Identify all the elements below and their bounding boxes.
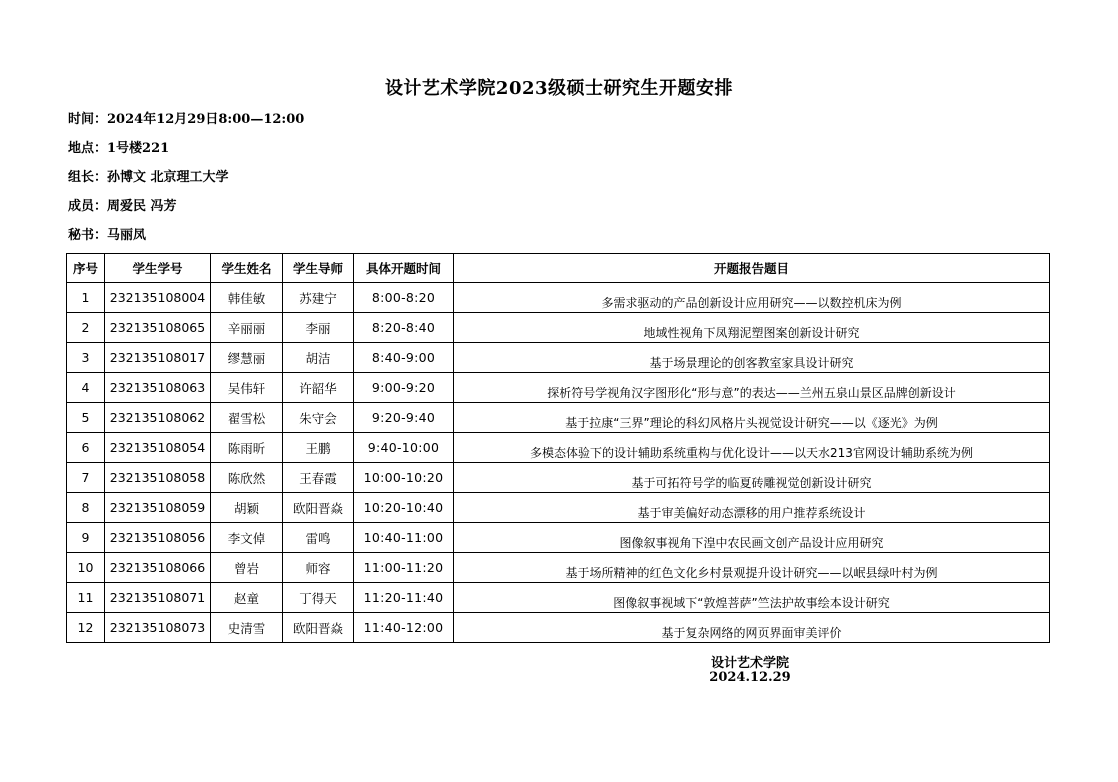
cell-student-id: 232135108056 bbox=[105, 523, 211, 553]
table-row bbox=[67, 613, 1050, 643]
info-secretary bbox=[68, 224, 146, 243]
cell-index: 11 bbox=[67, 583, 105, 613]
info-time-value: 2024年12月29日8:00—12:00 bbox=[107, 112, 305, 127]
cell-student-name: 辛丽丽 bbox=[211, 313, 283, 343]
cell-topic: 基于场所精神的红色文化乡村景观提升设计研究——以岷县绿叶村为例 bbox=[454, 553, 1050, 583]
cell-topic: 多需求驱动的产品创新设计应用研究——以数控机床为例 bbox=[454, 283, 1050, 313]
info-location-label: 地点： bbox=[68, 141, 108, 156]
cell-student-name: 曾岩 bbox=[211, 553, 283, 583]
cell-topic: 图像叙事视域下“敦煌菩萨”竺法护故事绘本设计研究 bbox=[454, 583, 1050, 613]
cell-topic: 地域性视角下凤翔泥塑图案创新设计研究 bbox=[454, 313, 1050, 343]
cell-time: 10:40-11:00 bbox=[354, 523, 454, 553]
cell-time: 10:20-10:40 bbox=[354, 493, 454, 523]
table-row bbox=[67, 493, 1050, 523]
footer-date: 2024.12.29 bbox=[709, 670, 791, 685]
info-leader-label: 组长： bbox=[68, 170, 108, 185]
cell-advisor: 李丽 bbox=[283, 313, 354, 343]
table-header-row bbox=[67, 254, 1050, 283]
table-row bbox=[67, 553, 1050, 583]
header-time: 具体开题时间 bbox=[354, 254, 454, 283]
table-row bbox=[67, 463, 1050, 493]
table-row bbox=[67, 343, 1050, 373]
cell-index: 12 bbox=[67, 613, 105, 643]
cell-advisor: 许韶华 bbox=[283, 373, 354, 403]
cell-topic: 基于拉康“三界”理论的科幻风格片头视觉设计研究——以《逐光》为例 bbox=[454, 403, 1050, 433]
cell-time: 9:00-9:20 bbox=[354, 373, 454, 403]
header-student-id: 学生学号 bbox=[105, 254, 211, 283]
cell-student-id: 232135108063 bbox=[105, 373, 211, 403]
cell-index: 10 bbox=[67, 553, 105, 583]
header-advisor: 学生导师 bbox=[283, 254, 354, 283]
cell-student-id: 232135108054 bbox=[105, 433, 211, 463]
cell-topic: 图像叙事视角下湟中农民画文创产品设计应用研究 bbox=[454, 523, 1050, 553]
table-row bbox=[67, 433, 1050, 463]
info-leader-value: 孙博文 北京理工大学 bbox=[107, 170, 229, 185]
cell-student-id: 232135108066 bbox=[105, 553, 211, 583]
cell-advisor: 王鹏 bbox=[283, 433, 354, 463]
info-time-label: 时间： bbox=[68, 112, 108, 127]
cell-time: 9:20-9:40 bbox=[354, 403, 454, 433]
cell-advisor: 朱守会 bbox=[283, 403, 354, 433]
cell-index: 8 bbox=[67, 493, 105, 523]
table-row bbox=[67, 403, 1050, 433]
info-leader bbox=[68, 166, 229, 185]
header-topic: 开题报告题目 bbox=[454, 254, 1050, 283]
cell-student-id: 232135108004 bbox=[105, 283, 211, 313]
cell-student-name: 赵童 bbox=[211, 583, 283, 613]
cell-topic: 基于可拓符号学的临夏砖雕视觉创新设计研究 bbox=[454, 463, 1050, 493]
header-index: 序号 bbox=[67, 254, 105, 283]
cell-time: 8:40-9:00 bbox=[354, 343, 454, 373]
cell-index: 6 bbox=[67, 433, 105, 463]
cell-topic: 基于场景理论的创客教室家具设计研究 bbox=[454, 343, 1050, 373]
cell-student-id: 232135108062 bbox=[105, 403, 211, 433]
info-secretary-value: 马丽凤 bbox=[107, 228, 147, 243]
cell-index: 1 bbox=[67, 283, 105, 313]
table-row bbox=[67, 373, 1050, 403]
cell-student-id: 232135108065 bbox=[105, 313, 211, 343]
header-student-name: 学生姓名 bbox=[211, 254, 283, 283]
cell-index: 7 bbox=[67, 463, 105, 493]
cell-student-name: 吴伟轩 bbox=[211, 373, 283, 403]
table-row bbox=[67, 283, 1050, 313]
cell-index: 3 bbox=[67, 343, 105, 373]
cell-advisor: 师容 bbox=[283, 553, 354, 583]
cell-topic: 基于审美偏好动态漂移的用户推荐系统设计 bbox=[454, 493, 1050, 523]
info-time bbox=[68, 108, 304, 127]
cell-topic: 多模态体验下的设计辅助系统重构与优化设计——以天水213官网设计辅助系统为例 bbox=[454, 433, 1050, 463]
info-members-value: 周爱民 冯芳 bbox=[107, 199, 177, 214]
cell-time: 11:40-12:00 bbox=[354, 613, 454, 643]
cell-student-name: 史清雪 bbox=[211, 613, 283, 643]
cell-student-name: 陈雨昕 bbox=[211, 433, 283, 463]
cell-index: 5 bbox=[67, 403, 105, 433]
info-location-value: 1号楼221 bbox=[107, 141, 170, 156]
info-members bbox=[68, 195, 177, 214]
cell-time: 10:00-10:20 bbox=[354, 463, 454, 493]
cell-topic: 探析符号学视角汉字图形化“形与意”的表达——兰州五泉山景区品牌创新设计 bbox=[454, 373, 1050, 403]
cell-time: 9:40-10:00 bbox=[354, 433, 454, 463]
schedule-table bbox=[66, 253, 1050, 643]
cell-student-id: 232135108058 bbox=[105, 463, 211, 493]
cell-student-id: 232135108071 bbox=[105, 583, 211, 613]
cell-student-id: 232135108017 bbox=[105, 343, 211, 373]
cell-student-name: 胡颖 bbox=[211, 493, 283, 523]
info-members-label: 成员： bbox=[68, 199, 108, 214]
cell-student-name: 翟雪松 bbox=[211, 403, 283, 433]
cell-student-id: 232135108059 bbox=[105, 493, 211, 523]
info-secretary-label: 秘书： bbox=[68, 228, 108, 243]
cell-advisor: 丁得天 bbox=[283, 583, 354, 613]
cell-index: 2 bbox=[67, 313, 105, 343]
table-row bbox=[67, 523, 1050, 553]
table-row bbox=[67, 583, 1050, 613]
footer-org: 设计艺术学院 bbox=[710, 656, 789, 671]
cell-advisor: 欧阳晋焱 bbox=[283, 613, 354, 643]
cell-student-name: 陈欣然 bbox=[211, 463, 283, 493]
cell-advisor: 王春霞 bbox=[283, 463, 354, 493]
cell-student-id: 232135108073 bbox=[105, 613, 211, 643]
page-title: 设计艺术学院2023级硕士研究生开题安排 bbox=[384, 78, 734, 99]
cell-time: 11:00-11:20 bbox=[354, 553, 454, 583]
cell-time: 8:00-8:20 bbox=[354, 283, 454, 313]
cell-advisor: 苏建宁 bbox=[283, 283, 354, 313]
table-row bbox=[67, 313, 1050, 343]
cell-student-name: 韩佳敏 bbox=[211, 283, 283, 313]
info-location bbox=[68, 137, 169, 156]
cell-index: 9 bbox=[67, 523, 105, 553]
cell-index: 4 bbox=[67, 373, 105, 403]
cell-advisor: 胡洁 bbox=[283, 343, 354, 373]
cell-time: 11:20-11:40 bbox=[354, 583, 454, 613]
cell-advisor: 欧阳晋焱 bbox=[283, 493, 354, 523]
cell-student-name: 李文倬 bbox=[211, 523, 283, 553]
cell-time: 8:20-8:40 bbox=[354, 313, 454, 343]
cell-topic: 基于复杂网络的网页界面审美评价 bbox=[454, 613, 1050, 643]
cell-advisor: 雷鸣 bbox=[283, 523, 354, 553]
cell-student-name: 缪慧丽 bbox=[211, 343, 283, 373]
